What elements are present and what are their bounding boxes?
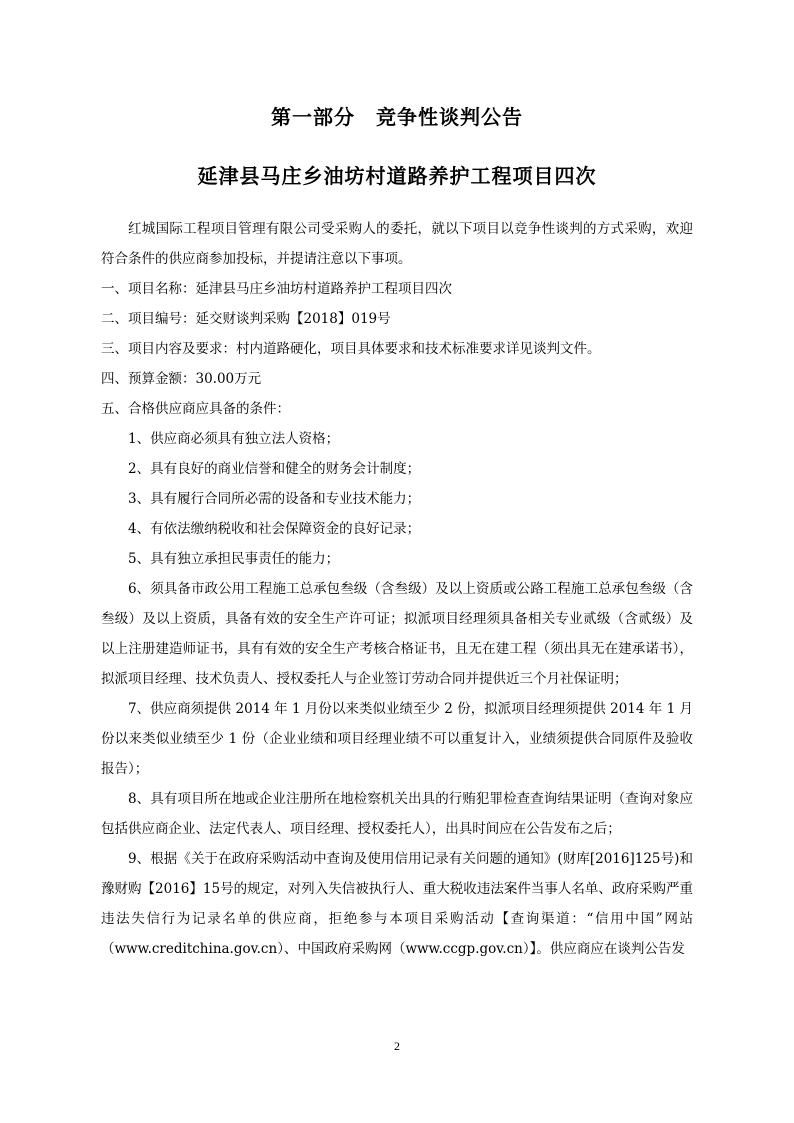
item-project-content: 三、项目内容及要求：村内道路硬化，项目具体要求和技术标准要求详见谈判文件。 xyxy=(101,341,601,357)
project-title: 延津县马庄乡油坊村道路养护工程项目四次 xyxy=(197,164,597,188)
condition-9: 9、根据《关于在政府采购活动中查询及使用信用记录有关问题的通知》(财库[2016]125号)和豫财购【2016】15号的规定，对列入失信被执行人、重大税收违法案件当事人名单、政府采购严重违法失信行为记录名单的供应商，拒绝参与本项目采购活动【查询渠道：“信用中国”网站（www.creditchina.gov.cn）、中国政府采购网（www.ccgp.gov.cn）】。供应商应在谈判公告发 xyxy=(101,851,693,957)
item-qualifications: 五、合格供应商应具备的条件： xyxy=(101,401,290,417)
document-body xyxy=(101,214,693,964)
intro-paragraph: 红城国际工程项目管理有限公司受采购人的委托，就以下项目以竞争性谈判的方式采购，欢迎符合条件的供应商参加投标，并提请注意以下事项。 xyxy=(101,221,693,267)
condition-6: 6、须具备市政公用工程施工总承包叁级（含叁级）及以上资质或公路工程施工总承包叁级（含叁级）及以上资质，具备有效的安全生产许可证；拟派项目经理须具备相关专业贰级（含贰级）及以上注册建造师证书，具有有效的安全生产考核合格证书，且无在建工程（须出具无在建承诺书），拟派项目经理、技术负责人、授权委托人与企业签订劳动合同并提供近三个月社保证明； xyxy=(101,581,693,687)
condition-1: 1、供应商必须具有独立法人资格； xyxy=(128,431,340,447)
part-title: 第一部分 竞争性谈判公告 xyxy=(271,105,523,129)
item-project-number: 二、项目编号：延交财谈判采购【2018】019号 xyxy=(101,311,391,327)
condition-2: 2、具有良好的商业信誉和健全的财务会计制度； xyxy=(128,461,421,477)
condition-4: 4、有依法缴纳税收和社会保障资金的良好记录； xyxy=(128,521,421,537)
item-project-name: 一、项目名称：延津县马庄乡油坊村道路养护工程项目四次 xyxy=(101,281,452,297)
page-number: 2 xyxy=(394,1039,400,1053)
condition-5: 5、具有独立承担民事责任的能力； xyxy=(128,551,340,567)
condition-3: 3、具有履行合同所必需的设备和专业技术能力； xyxy=(128,491,421,507)
condition-7: 7、供应商须提供 2014 年 1 月份以来类似业绩至少 2 份，拟派项目经理须提供 2014 年 1 月份以来类似业绩至少 1 份（企业业绩和项目经理业绩不可以重复计入，业绩须提供合同原件及验收报告）； xyxy=(101,701,693,777)
condition-8: 8、具有项目所在地或企业注册所在地检察机关出具的行贿犯罪检查查询结果证明（查询对象应包括供应商企业、法定代表人、项目经理、授权委托人），出具时间应在公告发布之后； xyxy=(101,791,693,837)
item-budget: 四、预算金额：30.00万元 xyxy=(101,371,262,387)
